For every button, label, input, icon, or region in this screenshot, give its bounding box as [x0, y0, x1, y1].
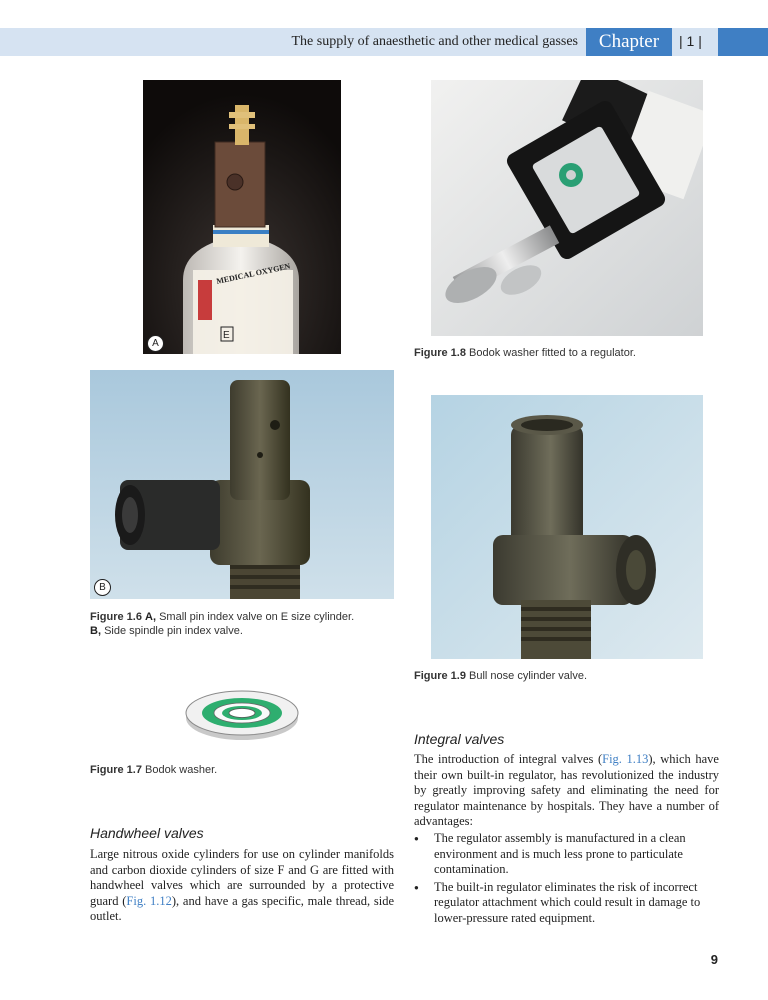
figure-1-6b-photo: [90, 370, 394, 599]
figure-1-6b-badge: B: [94, 579, 111, 596]
handwheel-valves-paragraph: [90, 847, 394, 925]
figure-1-6-text-a: Small pin index valve on E size cylinder.: [159, 611, 355, 623]
cylinder-label-text: MEDICAL OXYGEN: [215, 261, 292, 286]
figure-1-7-number: Figure 1.7: [90, 764, 142, 776]
bodok-washer-illustration: [182, 682, 302, 744]
handwheel-text-after: ), and have a gas specific, male thread, side outlet.: [90, 893, 394, 923]
cylinder-grade-text: E: [223, 330, 230, 341]
figure-1-8-photo: [431, 80, 703, 336]
page-number: 9: [710, 952, 718, 967]
chapter-label: Chapter: [586, 28, 672, 56]
figure-1-7-text: Bodok washer.: [145, 764, 218, 776]
figure-1-7-illustration: [182, 682, 302, 744]
integral-valves-paragraph: [414, 752, 719, 830]
running-header-title: The supply of anaesthetic and other medical gasses: [291, 34, 578, 49]
figure-1-6-letter-a: A,: [145, 611, 157, 623]
figure-1-9-caption: [414, 669, 587, 683]
handwheel-valves-heading: Handwheel valves: [90, 825, 204, 841]
figure-1-6a-badge: A: [147, 335, 164, 352]
figure-1-6-letter-b: B,: [90, 625, 101, 637]
fig-1-13-link[interactable]: Fig. 1.13: [602, 752, 649, 766]
figure-1-8-number: Figure 1.8: [414, 347, 466, 359]
regulator-illustration: [431, 80, 703, 336]
integral-text-before: The introduction of integral valves (: [414, 752, 603, 766]
integral-text-after: ), which have their own built-in regulator, has revolutionized the industry by greatly improving safety and eliminating the need for regulator maintenance by hospitals. They have a number of advantages:: [414, 752, 719, 828]
integral-valves-heading: Integral valves: [414, 731, 505, 747]
handwheel-text-before: Large nitrous oxide cylinders for use on cylinder manifolds and carbon dioxide cylinders of size F and G are fitted with handwheel valves which are surrounded by a protective guard (: [90, 847, 394, 908]
fig-1-12-link[interactable]: Fig. 1.12: [126, 893, 172, 908]
figure-1-9-number: Figure 1.9: [414, 670, 466, 682]
figure-1-7-caption: [90, 763, 217, 777]
list-item: ● The built-in regulator eliminates the risk of incorrect regulator attachment which could result in damage to lower-pressure rated equipment.: [414, 880, 719, 927]
figure-1-8-text: Bodok washer fitted to a regulator.: [469, 347, 636, 359]
header-tab: [718, 28, 768, 56]
chapter-number: | 1 |: [679, 33, 702, 49]
list-item: ● The regulator assembly is manufactured in a clean environment and is much less prone to particulate contamination.: [414, 831, 719, 878]
figure-1-6a-photo: [143, 80, 341, 354]
bull-nose-valve-illustration: [431, 395, 703, 659]
oxygen-cylinder-illustration: [143, 80, 341, 354]
figure-1-6-number: Figure 1.6: [90, 611, 142, 623]
figure-1-8-caption: [414, 346, 636, 360]
integral-advantages-list: [414, 831, 719, 928]
figure-1-9-photo: [431, 395, 703, 659]
figure-1-9-text: Bull nose cylinder valve.: [469, 670, 588, 682]
figure-1-6-text-b: Side spindle pin index valve.: [104, 625, 243, 637]
side-spindle-valve-illustration: [90, 370, 394, 599]
figure-1-6-caption: [90, 610, 394, 638]
